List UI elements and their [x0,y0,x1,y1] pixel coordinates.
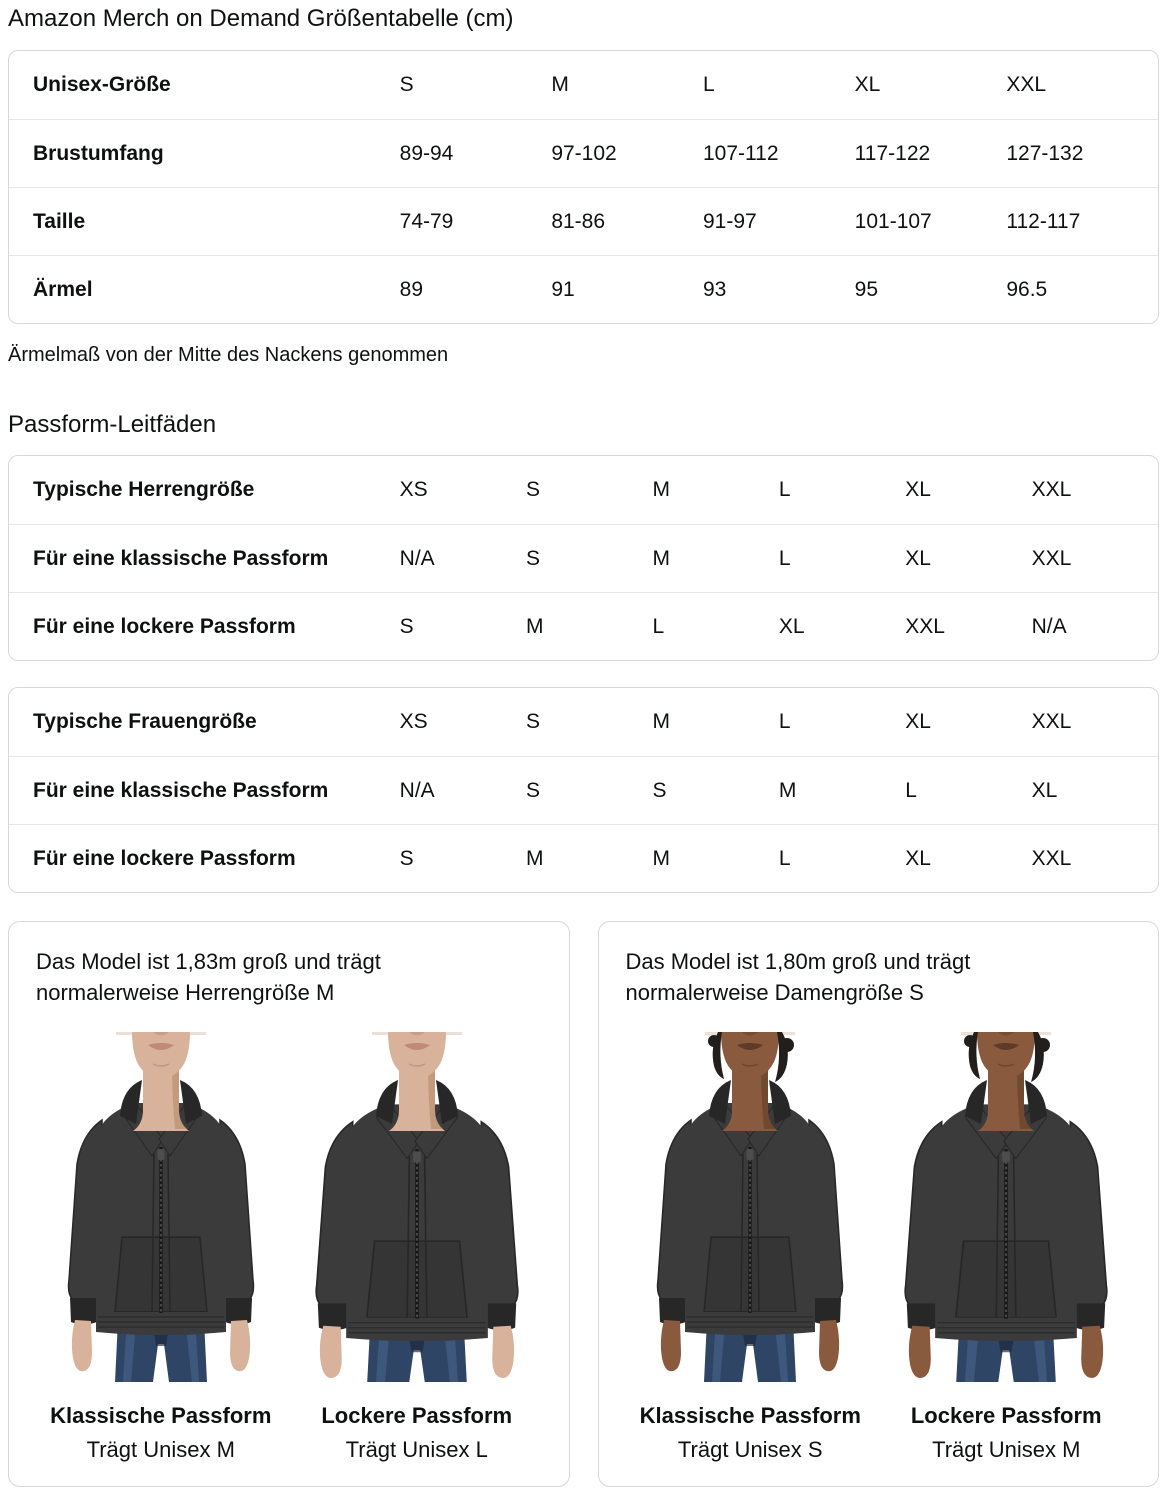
model-figures [621,1032,1137,1464]
size-value: 101-107 [854,209,932,233]
size-value: XS [399,478,428,501]
model-photo [881,1032,1131,1382]
fit-guides-heading: Passform-Leitfäden [8,411,217,438]
size-value: XXL [1031,546,1072,570]
table-row [9,255,1158,323]
size-value: XL [905,478,931,501]
size-value: L [778,710,791,733]
size-value: 93 [703,277,727,301]
size-value: XL [778,614,805,638]
womens-fit-table [8,687,1159,893]
model-figure-loose-fit [881,1032,1131,1464]
model-description: Das Model ist 1,83m groß und trägt normalerweise Herrengröße M [36,949,381,1005]
size-value: S [399,846,414,870]
size-value: M [652,710,670,733]
size-value: XXL [905,614,945,638]
size-value: M [526,846,544,870]
mens-fit-table [8,455,1159,661]
size-value: S [526,710,541,733]
table-row [9,51,1158,119]
model-figure-classic-fit [36,1032,286,1464]
figure-caption [292,1402,542,1464]
size-value: M [551,73,569,96]
mens-model-card [8,921,570,1487]
size-value: XXL [1031,846,1072,870]
fit-type-label: Lockere Passform [321,1403,513,1428]
size-value: 107-112 [703,141,779,165]
table-row [9,456,1158,524]
size-value: M [526,614,544,638]
size-value: 74-79 [399,209,454,233]
worn-size-label: Trägt Unisex M [86,1437,235,1462]
size-value: XL [905,846,931,870]
size-value: 96.5 [1006,277,1048,301]
table-row [9,824,1158,892]
model-photo [625,1032,875,1382]
size-value: XXL [1006,73,1047,96]
row-label: Brustumfang [33,141,164,165]
row-label: Typische Herrengröße [33,478,255,501]
figure-caption [881,1402,1131,1464]
row-label: Für eine lockere Passform [33,614,296,638]
size-value: XL [905,710,931,733]
size-value: M [652,478,670,501]
size-value: 112-117 [1006,209,1081,233]
size-value: XL [854,73,881,96]
fit-type-label: Klassische Passform [639,1403,861,1428]
model-description: Das Model ist 1,80m groß und trägt normalerweise Damengröße S [625,949,971,1005]
model-photo [292,1032,542,1382]
size-value: 91 [551,277,575,301]
table-row [9,187,1158,255]
model-photo [36,1032,286,1382]
model-cards [8,921,1159,1487]
size-value: S [652,778,667,802]
model-figure-classic-fit [625,1032,875,1464]
size-value: 89-94 [399,141,454,165]
womens-model-card [598,921,1160,1487]
size-value: S [526,478,541,501]
size-value: M [652,546,670,570]
worn-size-label: Trägt Unisex L [345,1437,488,1462]
model-figures [31,1032,547,1464]
size-value: 89 [399,277,424,301]
size-value: XS [399,710,428,733]
table-row [9,119,1158,187]
row-label: Typische Frauengröße [33,710,257,733]
size-value: XL [905,546,931,570]
size-value: 81-86 [551,209,606,233]
size-value: N/A [399,546,435,570]
size-value: S [399,614,414,638]
row-label: Taille [33,209,86,233]
table-row [9,524,1158,592]
size-value: M [652,846,670,870]
size-value: S [399,73,414,96]
size-value: S [526,778,541,802]
figure-caption [36,1402,286,1464]
size-value: L [703,73,715,96]
size-value: 127-132 [1006,141,1084,165]
page-title: Amazon Merch on Demand Größentabelle (cm) [8,5,514,32]
model-figure-loose-fit [292,1032,542,1464]
size-value: XXL [1031,710,1072,733]
size-value: M [778,778,797,802]
row-label: Ärmel [33,277,93,301]
size-value: N/A [399,778,435,802]
row-label: Für eine klassische Passform [33,546,329,570]
row-label: Für eine klassische Passform [33,778,329,802]
size-value: XL [1031,778,1058,802]
size-value: L [652,614,665,638]
size-value: 91-97 [703,209,757,233]
size-value: L [905,778,917,802]
size-value: L [778,478,791,501]
fit-type-label: Klassische Passform [50,1403,272,1428]
row-label: Unisex-Größe [33,73,171,96]
worn-size-label: Trägt Unisex M [932,1437,1081,1462]
size-value: 117-122 [854,141,931,165]
size-value: L [778,846,791,870]
size-value: L [778,546,791,570]
worn-size-label: Trägt Unisex S [677,1437,823,1462]
size-value: 97-102 [551,141,617,165]
table-row [9,688,1158,756]
unisex-size-table [8,50,1159,324]
size-value: XXL [1031,478,1072,501]
table-row [9,592,1158,660]
sleeve-measure-note: Ärmelmaß von der Mitte des Nackens genommen [8,344,449,366]
table-row [9,756,1158,824]
size-value: S [526,546,541,570]
fit-type-label: Lockere Passform [910,1403,1102,1428]
size-value: N/A [1031,614,1067,638]
size-value: 95 [854,277,879,301]
figure-caption [625,1402,875,1464]
row-label: Für eine lockere Passform [33,846,296,870]
